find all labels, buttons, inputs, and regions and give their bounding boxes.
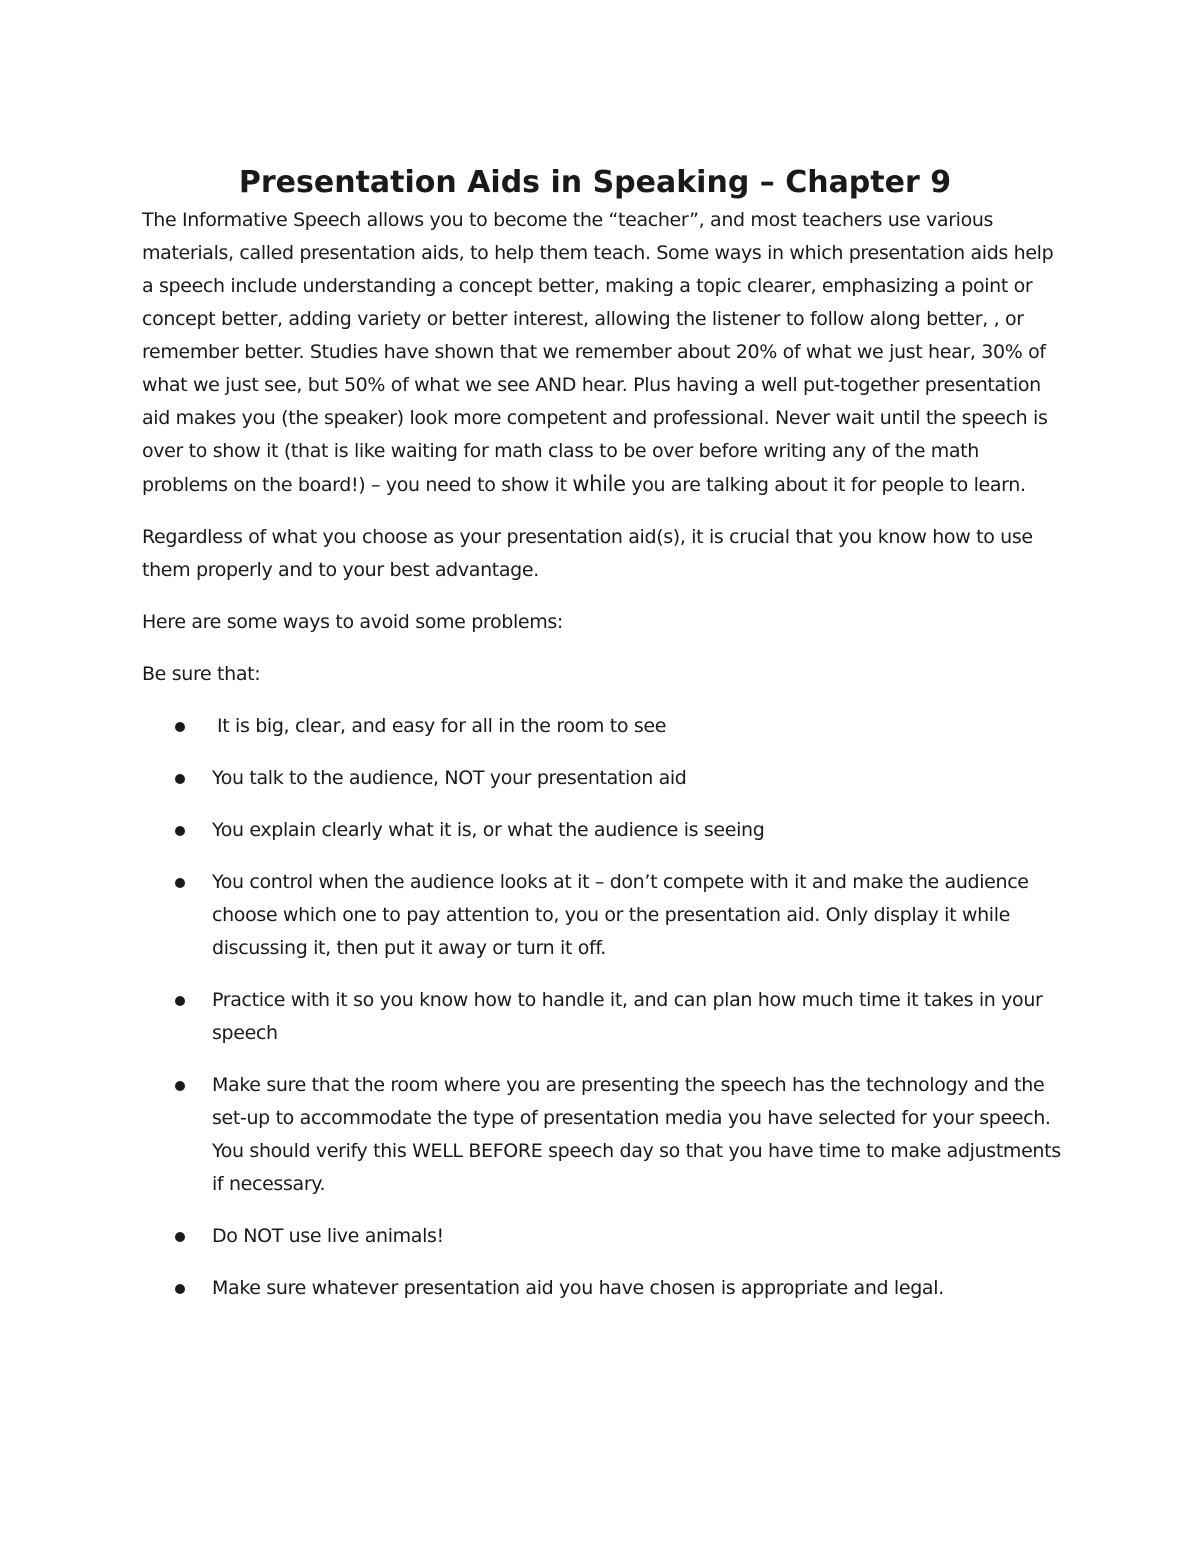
list-item-text: You explain clearly what it is, or what the audience is seeing — [212, 819, 765, 841]
be-sure-label: Be sure that: — [142, 663, 261, 685]
intro-text-part1: The Informative Speech allows you to become the “teacher”, and most teachers use various materials, called presentation aids, to help them teach. Some ways in which presentation aids help a speech include understanding a concept better, making a topic clearer, emphasizing a point or concept better, adding variety or better interest, allowing the listener to follow along better, , or remember better. Studies have shown that we remember about 20% of what we just hear, 30% of what we just see, but 50% of what we see AND hear. Plus having a well put-together presentation aid makes you (the speaker) look more competent and professional. Never wait until the speech is over to show it (that is like waiting for math class to be over before writing any of the math problems on the board!) – you need to show it — [142, 209, 1054, 496]
list-item — [142, 710, 1062, 743]
document-title: Presentation Aids in Speaking – Chapter 9 — [238, 165, 952, 200]
tips-list — [142, 710, 1062, 1305]
bullet-icon — [175, 722, 185, 732]
list-item — [142, 1220, 1062, 1253]
bullet-icon — [175, 826, 185, 836]
list-item-text: You control when the audience looks at it – don’t compete with it and make the audience choose which one to pay attention to, you or the presentation aid. Only display it while discussing it, then put it away or turn it off. — [212, 871, 1029, 959]
advantage-paragraph: Regardless of what you choose as your presentation aid(s), it is crucial that you know how to use them properly and to your best advantage. — [142, 526, 1033, 581]
intro-emphasis-word: while — [572, 472, 626, 496]
list-item-text: Do NOT use live animals! — [212, 1225, 444, 1247]
list-item-text: Make sure that the room where you are presenting the speech has the technology and the set-up to accommodate the type of presentation media you have selected for your speech. You should verify this WELL BEFORE speech day so that you have time to make adjustments if necessary. — [212, 1074, 1061, 1195]
list-item — [142, 814, 1062, 847]
bullet-icon — [175, 1284, 185, 1294]
intro-paragraph — [142, 204, 1062, 502]
list-item — [142, 866, 1062, 965]
list-item — [142, 762, 1062, 795]
list-item — [142, 1272, 1062, 1305]
bullet-icon — [175, 1232, 185, 1242]
bullet-icon — [175, 774, 185, 784]
document-body — [142, 163, 1062, 1324]
intro-text-part2: you are talking about it for people to learn. — [625, 474, 1026, 496]
problems-intro-paragraph: Here are some ways to avoid some problems: — [142, 611, 563, 633]
bullet-icon — [175, 878, 185, 888]
bullet-icon — [175, 996, 185, 1006]
list-item — [142, 1069, 1062, 1201]
list-item — [142, 984, 1062, 1050]
list-item-text: Practice with it so you know how to handle it, and can plan how much time it takes in your speech — [212, 989, 1043, 1044]
list-item-text: You talk to the audience, NOT your presentation aid — [212, 767, 687, 789]
list-item-text: It is big, clear, and easy for all in the room to see — [217, 715, 667, 737]
list-item-text: Make sure whatever presentation aid you have chosen is appropriate and legal. — [212, 1277, 944, 1299]
bullet-icon — [175, 1081, 185, 1091]
